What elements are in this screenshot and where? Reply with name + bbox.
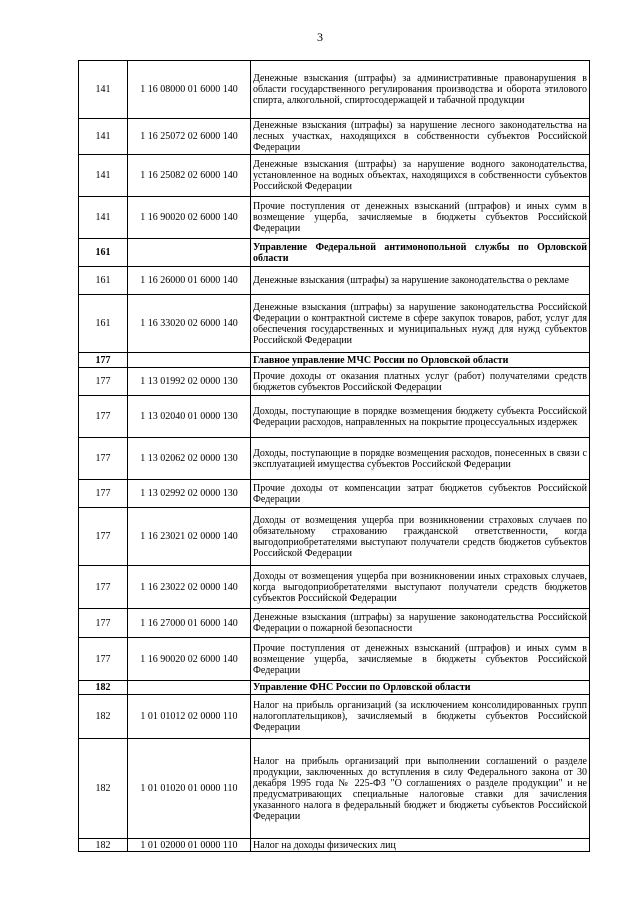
description-cell: Прочие доходы от компенсации затрат бюджетов субъектов Российской Федерации — [251, 480, 590, 508]
admin-code-cell: 141 — [79, 61, 128, 119]
table-row — [79, 295, 590, 353]
admin-code-cell: 161 — [79, 239, 128, 267]
admin-code-cell: 141 — [79, 197, 128, 239]
table-row — [79, 396, 590, 438]
admin-code-cell: 177 — [79, 480, 128, 508]
revenue-code-cell: 1 13 01992 02 0000 130 — [128, 368, 251, 396]
description-cell: Денежные взыскания (штрафы) за нарушение водного законодательства, установленное на водных объектах, находящихся в собственности субъектов Российской Федерации — [251, 155, 590, 197]
admin-code-cell: 177 — [79, 609, 128, 638]
revenue-code-cell: 1 16 26000 01 6000 140 — [128, 267, 251, 295]
description-cell: Доходы, поступающие в порядке возмещения расходов, понесенных в связи с эксплуатацией имущества субъектов Российской Федерации — [251, 438, 590, 480]
section-title-cell: Управление Федеральной антимонопольной службы по Орловской области — [251, 239, 590, 267]
admin-code-cell: 182 — [79, 839, 128, 852]
table-row — [79, 438, 590, 480]
table-section-header — [79, 239, 590, 267]
revenue-code-cell: 1 16 25082 02 6000 140 — [128, 155, 251, 197]
description-cell: Денежные взыскания (штрафы) за нарушение лесного законодательства на лесных участках, находящихся в собственности субъектов Российской Федерации — [251, 119, 590, 155]
table-row — [79, 839, 590, 852]
description-cell: Доходы от возмещения ущерба при возникновении страховых случаев по обязательному страхованию гражданской ответственности, когда выгодоприобретателями выступают получатели средств бюджетов субъектов Российской Федерации — [251, 508, 590, 566]
section-title-cell: Главное управление МЧС России по Орловской области — [251, 353, 590, 368]
revenue-code-cell — [128, 239, 251, 267]
revenue-code-cell: 1 01 01012 02 0000 110 — [128, 695, 251, 739]
revenue-code-cell: 1 16 33020 02 6000 140 — [128, 295, 251, 353]
description-cell: Денежные взыскания (штрафы) за нарушение законодательства Российской Федерации о контрактной системе в сфере закупок товаров, работ, услуг для обеспечения государственных и муниципальных нужд для нужд субъектов Российской Федерации — [251, 295, 590, 353]
admin-code-cell: 177 — [79, 353, 128, 368]
description-cell: Доходы от возмещения ущерба при возникновении иных страховых случаев, когда выгодоприобретателями выступают получатели средств бюджетов субъектов Российской Федерации — [251, 566, 590, 609]
revenue-code-cell: 1 16 23021 02 0000 140 — [128, 508, 251, 566]
revenue-code-cell: 1 13 02062 02 0000 130 — [128, 438, 251, 480]
page-number: 3 — [317, 30, 323, 44]
table-row — [79, 197, 590, 239]
section-title-cell: Управление ФНС России по Орловской области — [251, 681, 590, 695]
admin-code-cell: 161 — [79, 267, 128, 295]
admin-code-cell: 161 — [79, 295, 128, 353]
table-row — [79, 609, 590, 638]
description-cell: Денежные взыскания (штрафы) за нарушение законодательства Российской Федерации о пожарной безопасности — [251, 609, 590, 638]
description-cell: Налог на доходы физических лиц — [251, 839, 590, 852]
description-cell: Доходы, поступающие в порядке возмещения бюджету субъекта Российской Федерации расходов, направленных на покрытие процессуальных издержек — [251, 396, 590, 438]
revenue-code-cell: 1 16 25072 02 6000 140 — [128, 119, 251, 155]
revenue-code-cell — [128, 353, 251, 368]
revenue-code-cell: 1 01 01020 01 0000 110 — [128, 739, 251, 839]
admin-code-cell: 177 — [79, 438, 128, 480]
description-cell: Прочие доходы от оказания платных услуг (работ) получателями средств бюджетов субъектов Российской Федерации — [251, 368, 590, 396]
description-cell: Налог на прибыль организаций при выполнении соглашений о разделе продукции, заключенных до вступления в силу Федерального закона от 30 декабря 1995 года № 225-ФЗ "О соглашениях о разделе продукции" и не предусматривающих специальные налоговые ставки для зачисления указанного налога в федеральный бюджет и бюджеты субъектов Российской Федерации — [251, 739, 590, 839]
table-row — [79, 508, 590, 566]
description-cell: Прочие поступления от денежных взысканий (штрафов) и иных сумм в возмещение ущерба, зачисляемые в бюджеты субъектов Российской Федерации — [251, 638, 590, 681]
admin-code-cell: 182 — [79, 739, 128, 839]
revenue-code-cell — [128, 681, 251, 695]
revenue-codes-table — [78, 60, 590, 852]
table-row — [79, 480, 590, 508]
admin-code-cell: 182 — [79, 681, 128, 695]
admin-code-cell: 177 — [79, 508, 128, 566]
admin-code-cell: 177 — [79, 638, 128, 681]
table-row — [79, 566, 590, 609]
table-row — [79, 739, 590, 839]
table-section-header — [79, 353, 590, 368]
admin-code-cell: 141 — [79, 155, 128, 197]
table-row — [79, 695, 590, 739]
admin-code-cell: 182 — [79, 695, 128, 739]
revenue-code-cell: 1 16 90020 02 6000 140 — [128, 638, 251, 681]
admin-code-cell: 177 — [79, 396, 128, 438]
revenue-code-cell: 1 13 02040 01 0000 130 — [128, 396, 251, 438]
table-row — [79, 267, 590, 295]
description-cell: Прочие поступления от денежных взысканий (штрафов) и иных сумм в возмещение ущерба, зачисляемые в бюджеты субъектов Российской Федерации — [251, 197, 590, 239]
admin-code-cell: 177 — [79, 566, 128, 609]
revenue-code-cell: 1 16 27000 01 6000 140 — [128, 609, 251, 638]
description-cell: Денежные взыскания (штрафы) за нарушение законодательства о рекламе — [251, 267, 590, 295]
revenue-code-cell: 1 01 02000 01 0000 110 — [128, 839, 251, 852]
revenue-code-cell: 1 16 23022 02 0000 140 — [128, 566, 251, 609]
admin-code-cell: 141 — [79, 119, 128, 155]
table-section-header — [79, 681, 590, 695]
admin-code-cell: 177 — [79, 368, 128, 396]
table-row — [79, 155, 590, 197]
table-row — [79, 368, 590, 396]
description-cell: Денежные взыскания (штрафы) за административные правонарушения в области государственного регулирования производства и оборота этилового спирта, алкогольной, спиртосодержащей и табачной продукции — [251, 61, 590, 119]
table-row — [79, 61, 590, 119]
revenue-code-cell: 1 16 90020 02 6000 140 — [128, 197, 251, 239]
revenue-code-cell: 1 16 08000 01 6000 140 — [128, 61, 251, 119]
revenue-code-cell: 1 13 02992 02 0000 130 — [128, 480, 251, 508]
description-cell: Налог на прибыль организаций (за исключением консолидированных групп налогоплательщиков), зачисляемый в бюджеты субъектов Российской Федерации — [251, 695, 590, 739]
table-row — [79, 119, 590, 155]
table-row — [79, 638, 590, 681]
